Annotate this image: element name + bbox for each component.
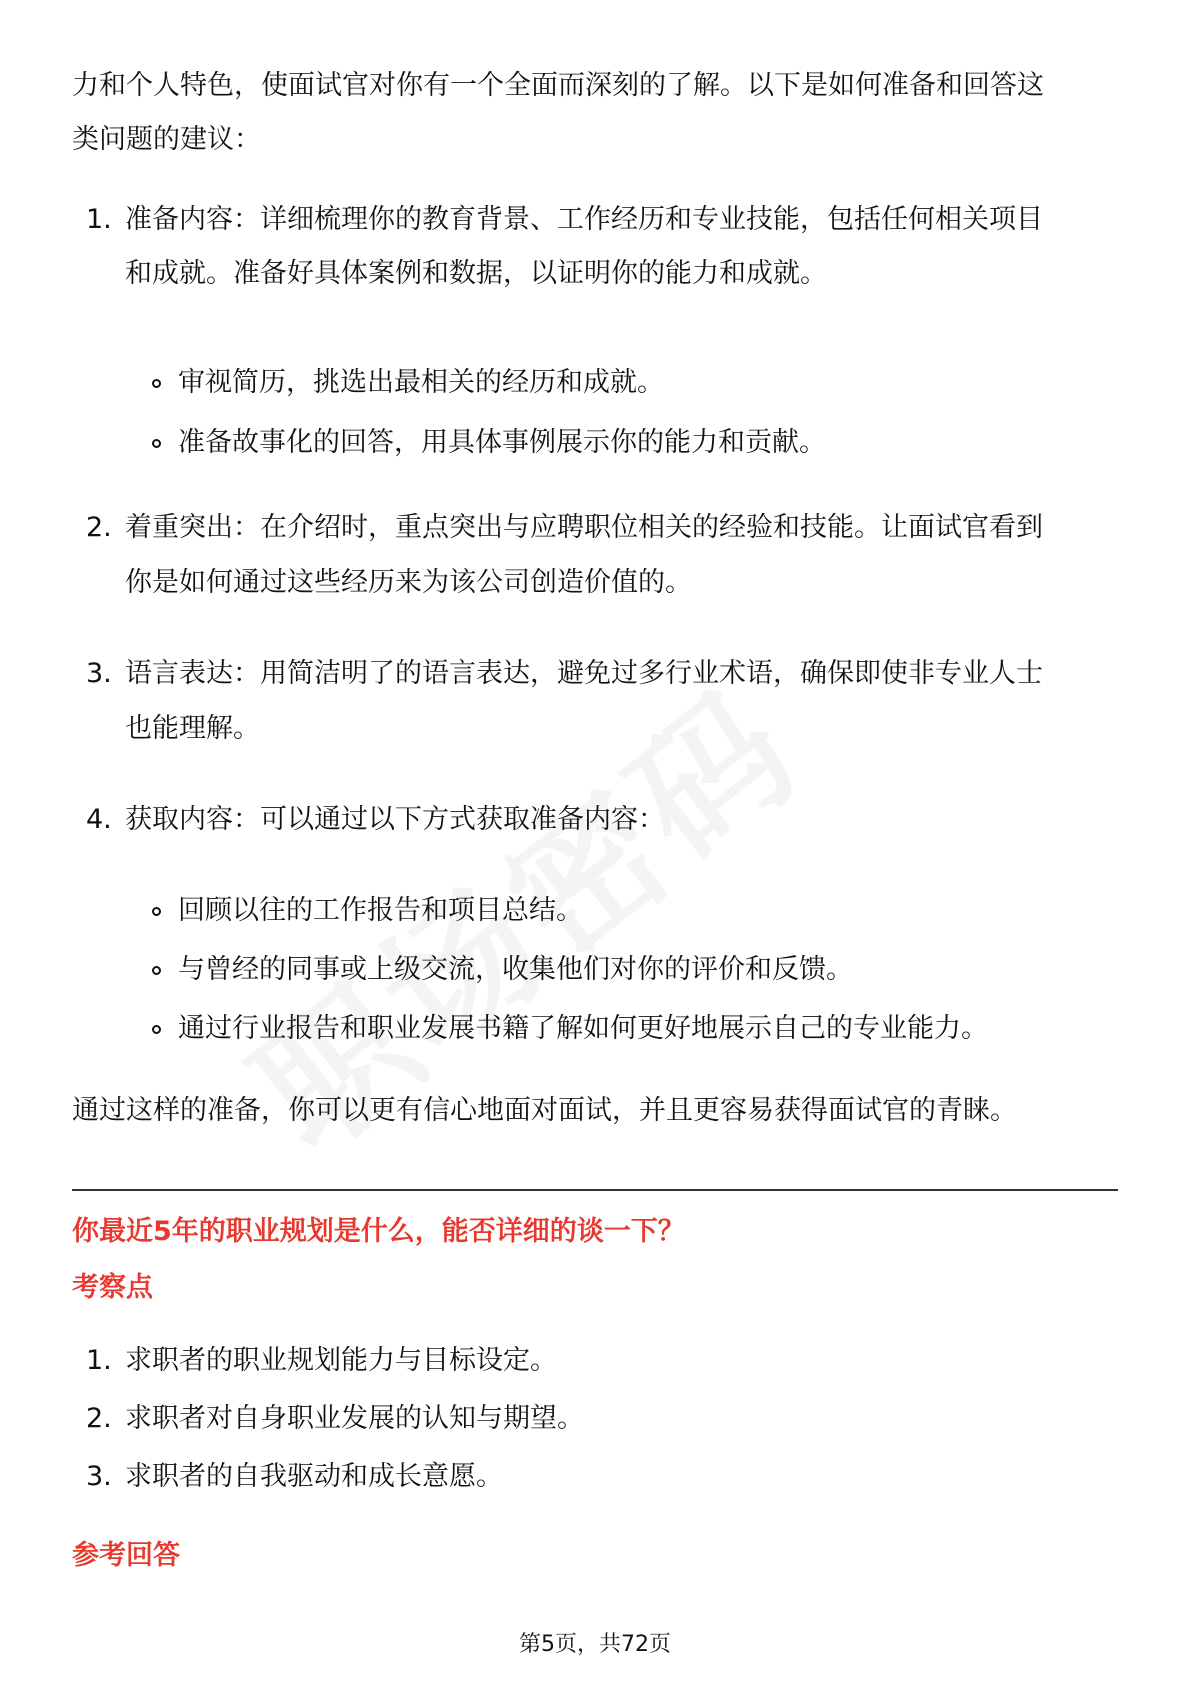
step-1-line-1: 准备内容：详细梳理你的教育背景、工作经历和专业技能，包括任何相关项目 — [125, 204, 1043, 235]
step-2-line-2: 你是如何通过这些经历来为该公司创造价值的。 — [125, 567, 692, 598]
conclusion-text: 通过这样的准备，你可以更有信心地面对面试，并且更容易获得面试官的青睐。 — [72, 1095, 1017, 1126]
step-4-number: 4. — [86, 804, 112, 835]
bullet-icon — [152, 1025, 161, 1034]
step-1-subitem-2: 准备故事化的回答，用具体事例展示你的能力和贡献。 — [178, 427, 826, 458]
question-title: 你最近5年的职业规划是什么，能否详细的谈一下？ — [72, 1216, 685, 1247]
step-3-number: 3. — [86, 658, 112, 689]
step-4-subitem-2: 与曾经的同事或上级交流，收集他们对你的评价和反馈。 — [178, 954, 853, 985]
step-4-subitem-3: 通过行业报告和职业发展书籍了解如何更好地展示自己的专业能力。 — [178, 1013, 988, 1044]
step-3-line-1: 语言表达：用简洁明了的语言表达，避免过多行业术语，确保即使非专业人士 — [125, 658, 1043, 689]
step-4-line-1: 获取内容：可以通过以下方式获取准备内容： — [125, 804, 665, 835]
point-1-text: 求职者的职业规划能力与目标设定。 — [125, 1345, 557, 1376]
point-2-text: 求职者对自身职业发展的认知与期望。 — [125, 1403, 584, 1434]
step-1-line-2: 和成就。准备好具体案例和数据，以证明你的能力和成就。 — [125, 258, 827, 289]
step-4-subitem-1: 回顾以往的工作报告和项目总结。 — [178, 895, 583, 926]
step-2-number: 2. — [86, 512, 112, 543]
section-divider — [72, 1189, 1118, 1191]
bullet-icon — [152, 439, 161, 448]
step-1-number: 1. — [86, 204, 112, 235]
point-3-text: 求职者的自我驱动和成长意愿。 — [125, 1461, 503, 1492]
step-3-line-2: 也能理解。 — [125, 713, 260, 744]
bullet-icon — [152, 907, 161, 916]
bullet-icon — [152, 966, 161, 975]
step-2-line-1: 着重突出：在介绍时，重点突出与应聘职位相关的经验和技能。让面试官看到 — [125, 512, 1043, 543]
page-footer: 第5页，共72页 — [519, 1632, 671, 1657]
intro-line-2: 类问题的建议： — [72, 124, 261, 155]
point-1-number: 1. — [86, 1345, 112, 1376]
answer-heading: 参考回答 — [72, 1540, 180, 1571]
point-3-number: 3. — [86, 1461, 112, 1492]
points-heading: 考察点 — [72, 1272, 153, 1303]
bullet-icon — [152, 379, 161, 388]
point-2-number: 2. — [86, 1403, 112, 1434]
intro-line-1: 力和个人特色，使面试官对你有一个全面而深刻的了解。以下是如何准备和回答这 — [72, 70, 1044, 101]
step-1-subitem-1: 审视简历，挑选出最相关的经历和成就。 — [178, 367, 664, 398]
